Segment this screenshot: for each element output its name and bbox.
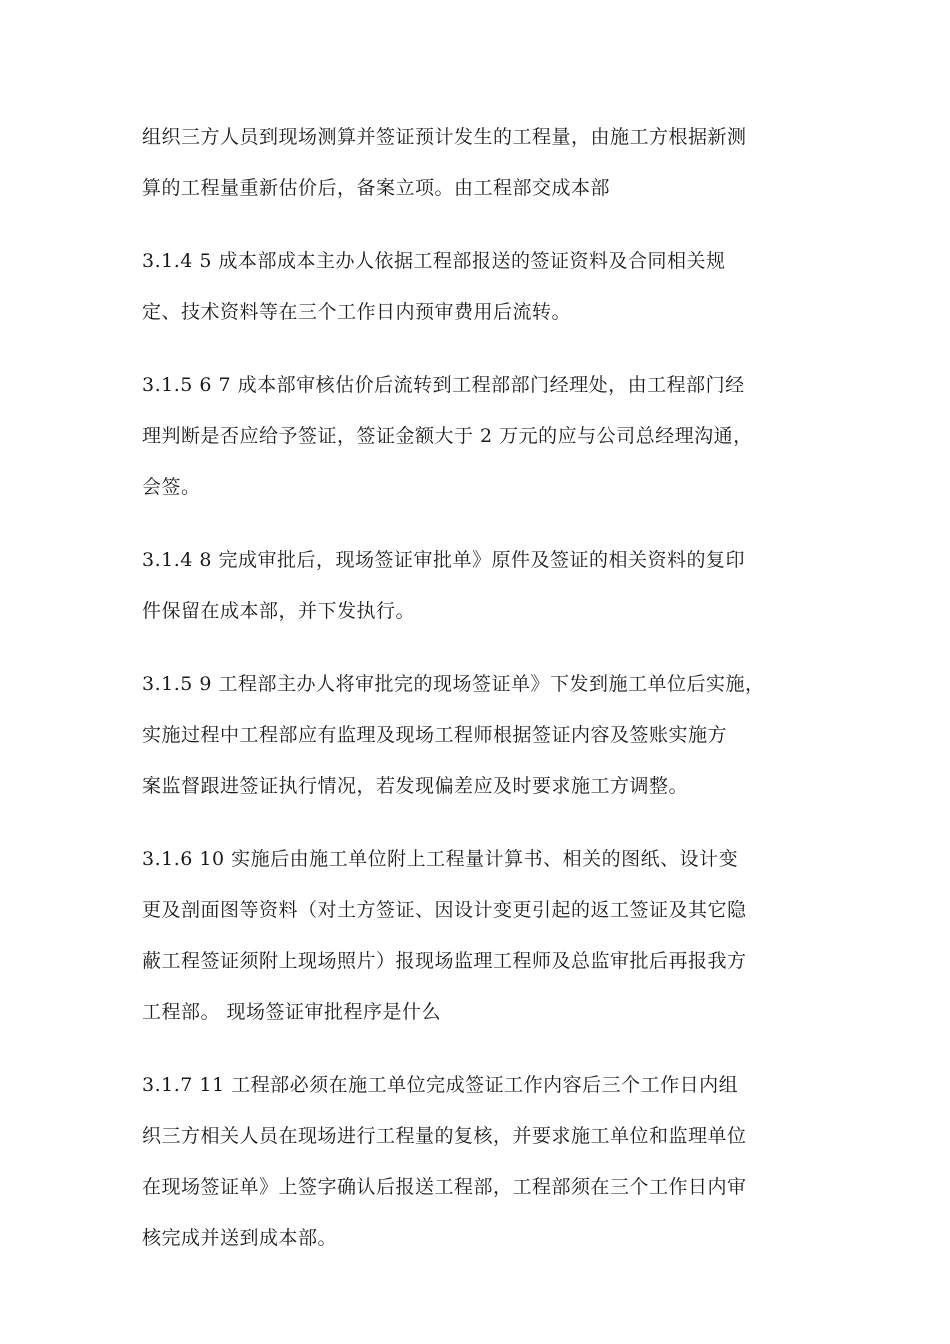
text-line: 会签。 [142, 476, 201, 498]
text-line: 案监督跟进签证执行情况，若发现偏差应及时要求施工方调整。 [142, 775, 689, 797]
text-line: 件保留在成本部，并下发执行。 [142, 600, 416, 622]
paragraph-6 [142, 834, 822, 1038]
text-line: 织三方相关人员在现场进行工程量的复核，并要求施工单位和监理单位 [142, 1125, 747, 1147]
text-line: 3.1.6 10 实施后由施工单位附上工程量计算书、相关的图纸、设计变 [142, 848, 739, 870]
paragraph-5 [142, 659, 822, 812]
document-body [142, 112, 822, 1264]
text-line: 核完成并送到成本部。 [142, 1227, 338, 1249]
text-line: 3.1.5 6 7 成本部审核估价后流转到工程部部门经理处，由工程部门经 [142, 374, 745, 396]
paragraph-3 [142, 360, 822, 513]
text-line: 蔽工程签证须附上现场照片）报现场监理工程师及总监审批后再报我方 [142, 950, 747, 972]
text-line: 3.1.4 8 完成审批后，现场签证审批单》原件及签证的相关资料的复印 [142, 549, 746, 571]
text-line: 实施过程中工程部应有监理及现场工程师根据签证内容及签账实施方 [142, 724, 728, 746]
text-line: 理判断是否应给予签证，签证金额大于 2 万元的应与公司总经理沟通， [142, 425, 753, 447]
paragraph-4 [142, 535, 822, 637]
text-line: 3.1.7 11 工程部必须在施工单位完成签证工作内容后三个工作日内组 [142, 1074, 739, 1096]
text-line: 定、技术资料等在三个工作日内预审费用后流转。 [142, 301, 572, 323]
paragraph-7 [142, 1060, 822, 1264]
text-line: 3.1.5 9 工程部主办人将审批完的现场签证单》下发到施工单位后实施， [142, 673, 765, 695]
paragraph-2 [142, 236, 822, 338]
text-line: 更及剖面图等资料（对土方签证、因设计变更引起的返工签证及其它隐 [142, 899, 747, 921]
text-line: 工程部。 现场签证审批程序是什么 [142, 1001, 442, 1023]
text-line: 算的工程量重新估价后，备案立项。由工程部交成本部 [142, 177, 611, 199]
text-line: 3.1.4 5 成本部成本主办人依据工程部报送的签证资料及合同相关规 [142, 250, 726, 272]
text-line: 组织三方人员到现场测算并签证预计发生的工程量，由施工方根据新测 [142, 126, 747, 148]
text-line: 在现场签证单》上签字确认后报送工程部，工程部须在三个工作日内审 [142, 1176, 747, 1198]
paragraph-1 [142, 112, 822, 214]
